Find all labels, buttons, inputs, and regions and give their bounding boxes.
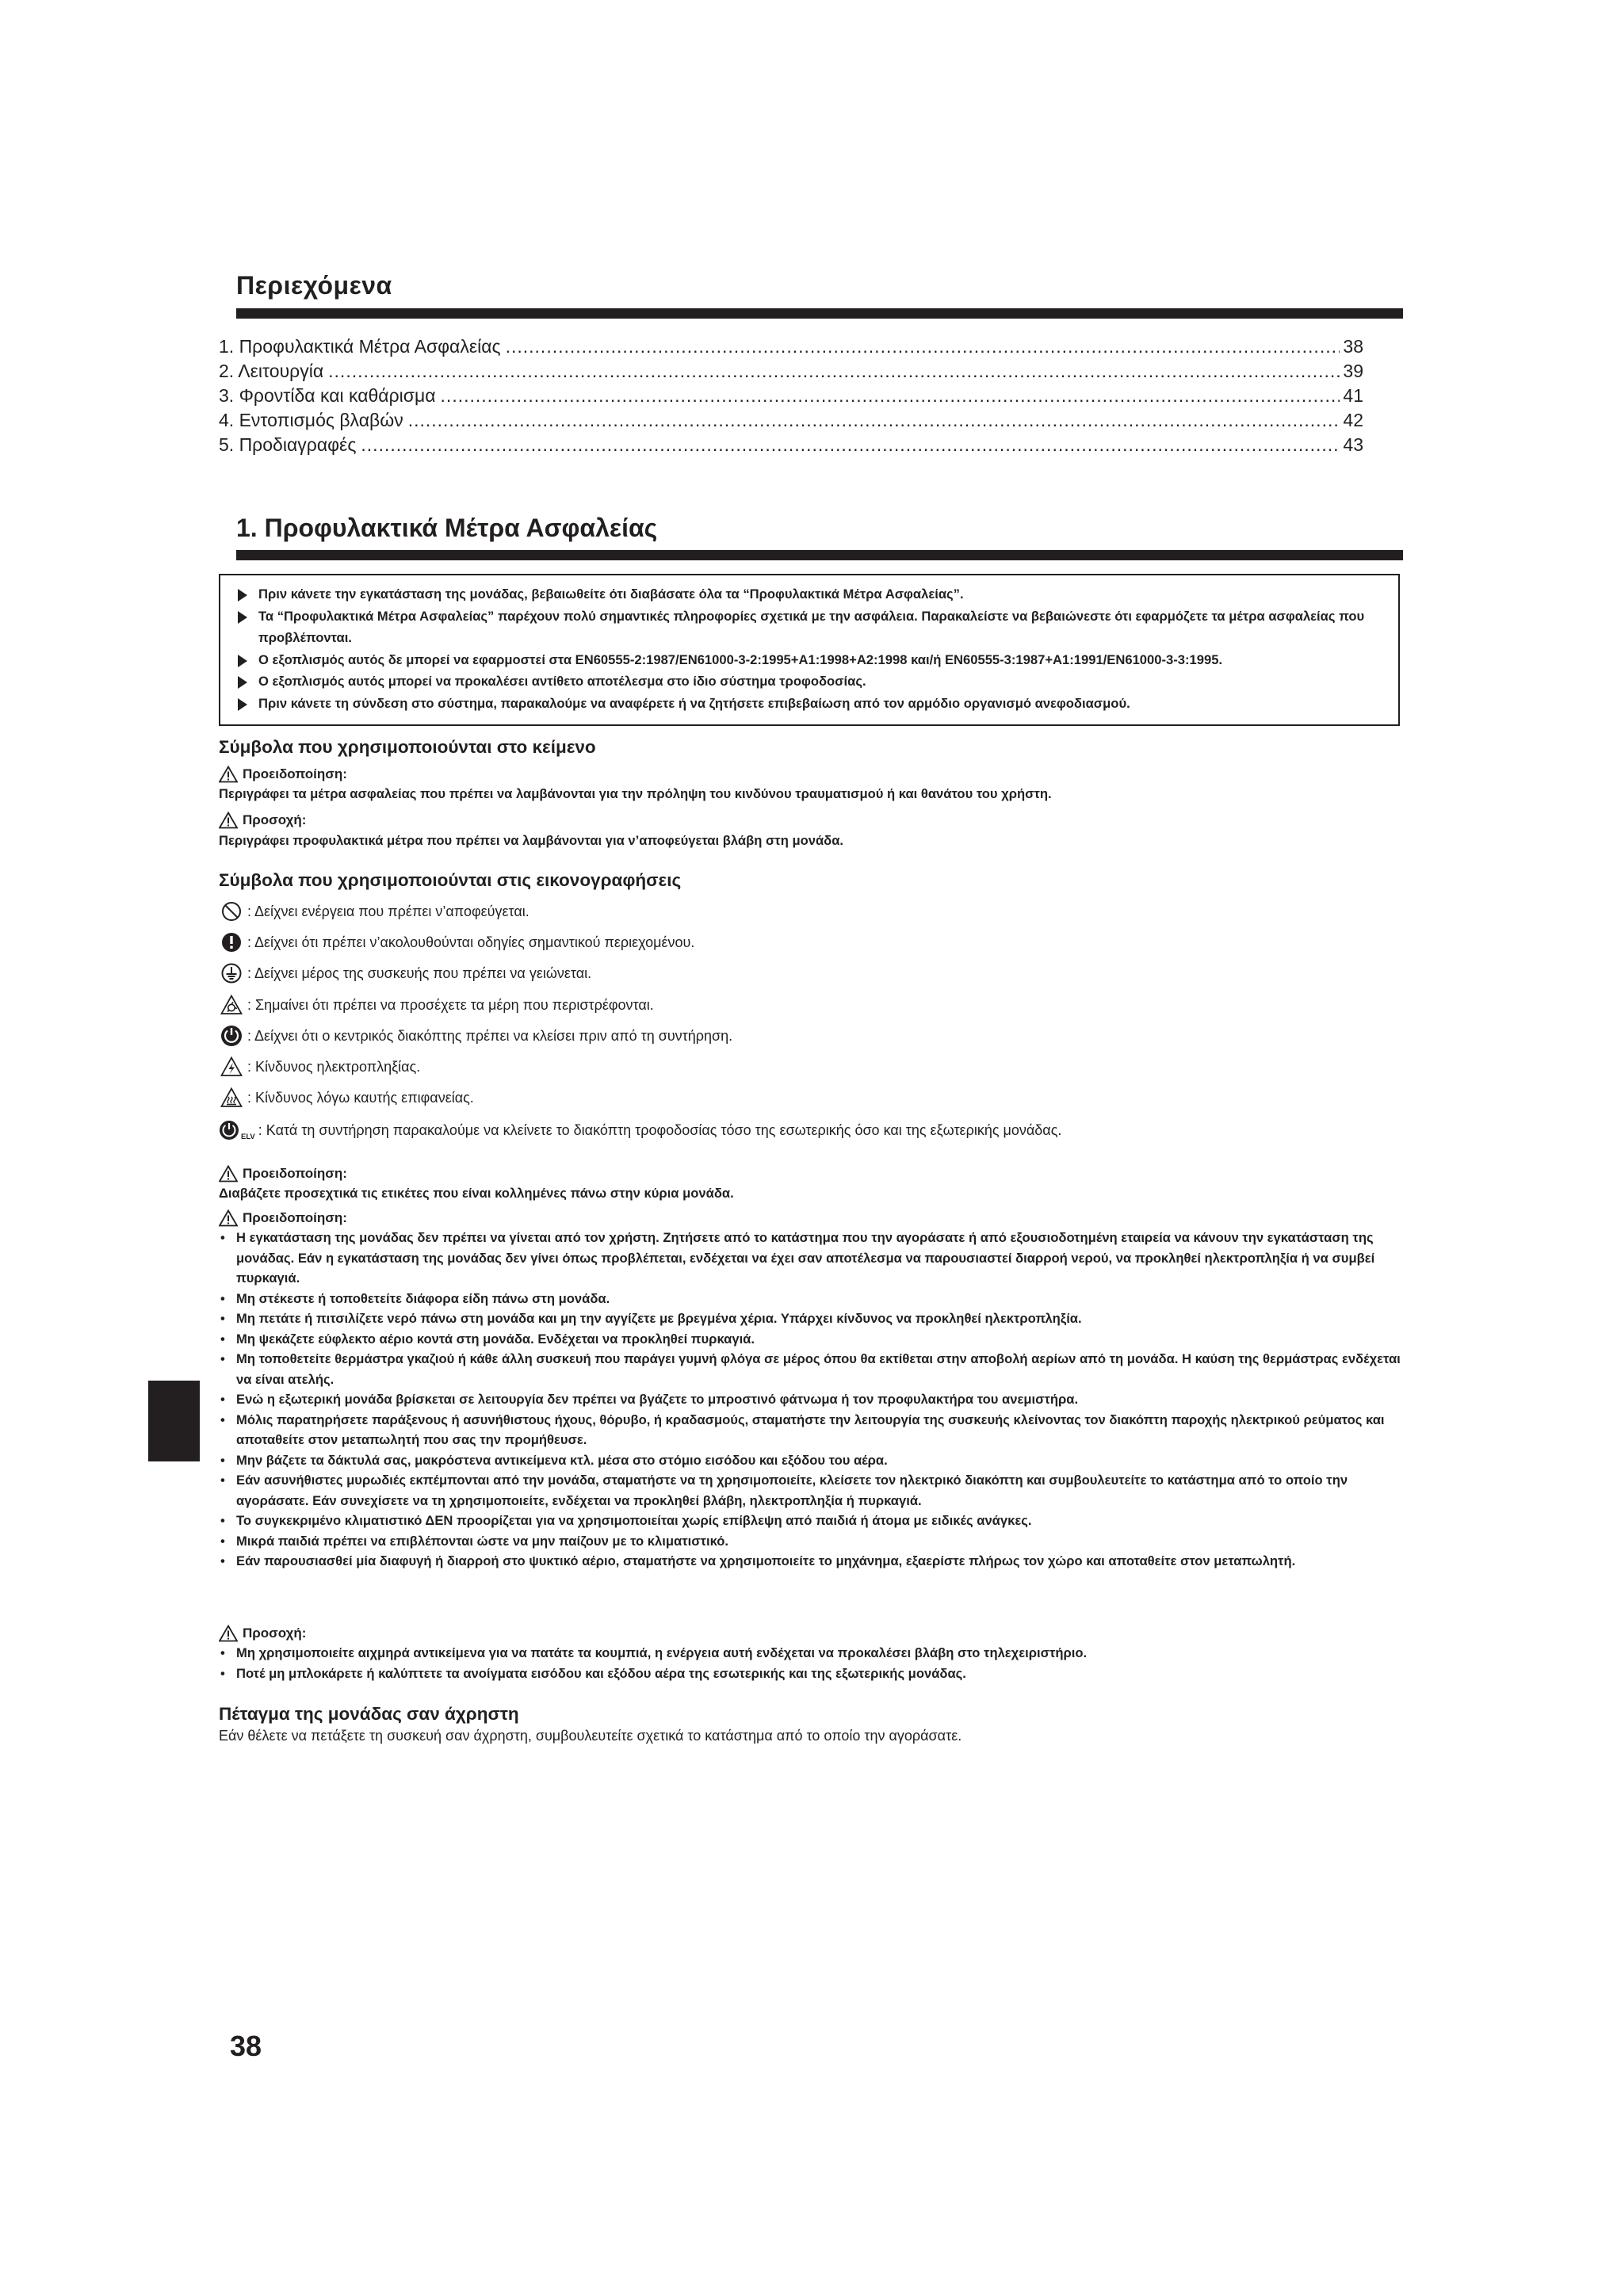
intro-item — [236, 693, 1386, 715]
main-switch-off-icon — [219, 1024, 244, 1048]
warning-labels-block — [219, 1163, 1404, 1204]
hot-surface-icon — [219, 1086, 244, 1110]
symbol-row — [219, 961, 591, 985]
intro-item-text: Τα “Προφυλακτικά Μέτρα Ασφαλείας” παρέχουν πολύ σημαντικές πληροφορίες σχετικά με την ασφάλεια. Παρακαλείστε να βεβαιώνεστε ότι εφαρμόζετε τα μέτρα ασφαλείας που προβλέπονται. — [258, 608, 1365, 645]
caution-bullet-list — [219, 1643, 1404, 1683]
caution-label-text: Προσοχή: — [243, 812, 307, 827]
list-item: • Το συγκεκριμένο κλιματιστικό ΔΕΝ προορίζεται για να χρησιμοποιείται χωρίς επίβλεψη από παιδιά ή άτομα με ειδικές ανάγκες. — [219, 1511, 1404, 1531]
list-item: • Μόλις παρατηρήσετε παράξενους ή ασυνήθιστους ήχους, θόρυβο, ή κραδασμούς, σταματήστε την λειτουργία της συσκευής κλείνοντας τον διακόπτη παροχής ηλεκτρικού ρεύματος και αποταθείτε στον μεταπωλητή που σας την προμήθευσε. — [219, 1410, 1404, 1450]
list-item: • Μη τοποθετείτε θερμάστρα γκαζιού ή κάθε άλλη συσκευή που παράγει γυμνή φλόγα σε μέρος όπου θα εκτίθεται στην αποβολή αερίων από τη μονάδα. Η καύση της θερμάστρας ενδέχεται να είναι ατελής. — [219, 1349, 1404, 1389]
list-item: • Μην βάζετε τα δάκτυλά σας, μακρόστενα αντικείμενα κτλ. μέσα στο στόμιο εισόδου και εξόδου του αέρα. — [219, 1450, 1404, 1471]
symbol-description: : Δείχνει ότι πρέπει ν’ακολουθούνται οδηγίες σημαντικού περιεχομένου. — [247, 934, 695, 950]
table-of-contents — [219, 336, 1363, 459]
toc-leader-dots — [408, 410, 1340, 431]
disposal-text: Εάν θέλετε να πετάξετε τη συσκευή σαν άχρηστη, συμβουλευτείτε σχετικά το κατάστημα από το οποίο την αγοράσατε. — [219, 1728, 962, 1744]
warning-label-text: Προειδοποίηση: — [243, 1165, 347, 1181]
toc-leader-dots — [441, 385, 1340, 407]
text-symbols-title: Σύμβολα που χρησιμοποιούνται στο κείμενο — [219, 737, 596, 757]
toc-entry[interactable] — [219, 361, 1363, 385]
symbol-description: : Κατά τη συντήρηση παρακαλούμε να κλείνετε το διακόπτη τροφοδοσίας τόσο της εσωτερικής όσο και της εξωτερικής μονάδας. — [258, 1121, 1062, 1138]
mandatory-instruction-icon — [219, 930, 244, 954]
disposal-title: Πέταγμα της μονάδας σαν άχρηστη — [219, 1704, 519, 1724]
intro-item-text: Πριν κάνετε τη σύνδεση στο σύστημα, παρακαλούμε να αναφέρετε ή να ζητήσετε επιβεβαίωση από τον αρμόδιο οργανισμό ανεφοδιασμού. — [258, 695, 1130, 711]
symbol-description: : Δείχνει ενέργεια που πρέπει ν’αποφεύγεται. — [247, 903, 530, 919]
warning-label — [219, 1208, 1404, 1228]
warning-label-text: Προειδοποίηση: — [243, 766, 347, 781]
intro-item-text: Πριν κάνετε την εγκατάσταση της μονάδας, βεβαιωθείτε ότι διαβάσατε όλα τα “Προφυλακτικά Μέτρα Ασφαλείας”. — [258, 586, 964, 602]
arrow-bullet-icon — [238, 589, 247, 602]
toc-entry-label: 2. Λειτουργία — [219, 361, 324, 381]
toc-leader-dots — [361, 434, 1340, 456]
warning-label — [219, 764, 1404, 784]
toc-entry[interactable] — [219, 434, 1363, 459]
rotating-parts-icon — [219, 993, 244, 1017]
warning-label-text: Προειδοποίηση: — [243, 1209, 347, 1225]
caution-description: Περιγράφει προφυλακτικά μέτρα που πρέπει να λαμβάνονται για ν’αποφεύγεται βλάβη στη μονάδα. — [219, 832, 844, 848]
caution-label — [219, 1623, 1404, 1643]
list-item: • Ποτέ μη μπλοκάρετε ή καλύπτετε τα ανοίγματα εισόδου και εξόδου αέρα της εσωτερικής και της εξωτερικής μονάδας. — [219, 1664, 1404, 1684]
toc-leader-dots — [506, 336, 1340, 357]
symbol-row — [219, 1086, 474, 1110]
list-item: • Μη χρησιμοποιείτε αιχμηρά αντικείμενα για να πατάτε τα κουμπιά, η ενέργεια αυτή ενδέχεται να προκαλέσει βλάβη στο τηλεχειριστήριο. — [219, 1643, 1404, 1664]
toc-entry-page: 39 — [1343, 361, 1363, 381]
symbol-row — [219, 930, 694, 954]
caution-label — [219, 811, 1404, 831]
caution-triangle-icon — [219, 812, 238, 829]
toc-entry-page: 41 — [1343, 385, 1363, 406]
intro-item — [236, 583, 1386, 606]
symbol-description: : Σημαίνει ότι πρέπει να προσέχετε τα μέρη που περιστρέφονται. — [247, 996, 654, 1013]
section-title: 1. Προφυλακτικά Μέτρα Ασφαλείας — [236, 514, 658, 542]
toc-entry[interactable] — [219, 385, 1363, 410]
intro-item-text: Ο εξοπλισμός αυτός μπορεί να προκαλέσει αντίθετο αποτέλεσμα στο ίδιο σύστημα τροφοδοσίας. — [258, 674, 866, 689]
language-side-tab — [148, 1381, 200, 1461]
page-number: 38 — [230, 2030, 262, 2062]
text-symbols-block — [219, 764, 1404, 850]
toc-entry-page: 42 — [1343, 410, 1363, 430]
list-item: • Εάν ασυνήθιστες μυρωδιές εκπέμπονται από την μονάδα, σταματήστε να τη χρησιμοποιείτε, κλείσετε τον ηλεκτρικό διακόπτη και συμβουλευτείτε το κατάστημα από το οποίο την αγοράσατε. Εάν συνεχίσετε να τη χρησιμοποιείτε, ενδέχεται να προκληθεί βλάβη, ηλεκτροπληξία ή πυρκαγιά. — [219, 1470, 1404, 1511]
list-item: • Μη στέκεστε ή τοποθετείτε διάφορα είδη πάνω στη μονάδα. — [219, 1289, 1404, 1309]
arrow-bullet-icon — [238, 611, 247, 624]
intro-item — [236, 670, 1386, 693]
warning-triangle-icon — [219, 766, 238, 783]
list-item: • Η εγκατάσταση της μονάδας δεν πρέπει να γίνεται από τον χρήστη. Ζητήσετε από το κατάστημα που την αγοράσατε ή από εξουσιοδοτημένη εταιρεία να κάνουν την εγκατάσταση της μονάδας. Εάν η εγκατάσταση της μονάδας δεν γίνει όπως προβλέπεται, ενδέχεται να έχει σαν αποτέλεσμα να παρουσιαστεί διαρροή νερού, να προκληθεί ηλεκτροπληξία ή να συμβεί πυρκαγιά. — [219, 1228, 1404, 1289]
list-item: • Ενώ η εξωτερική μονάδα βρίσκεται σε λειτουργία δεν πρέπει να βγάζετε το μπροστινό φάτνωμα ή τον προφυλακτήρα του ανεμιστήρα. — [219, 1389, 1404, 1410]
toc-entry-page: 38 — [1343, 336, 1363, 357]
caution-block — [219, 1623, 1404, 1683]
arrow-bullet-icon — [238, 676, 247, 689]
list-item: • Μη πετάτε ή πιτσιλίζετε νερό πάνω στη μονάδα και μη την αγγίζετε με βρεγμένα χέρια. Υπάρχει κίνδυνος να προκληθεί ηλεκτροπληξία. — [219, 1308, 1404, 1329]
toc-entry-label: 4. Εντοπισμός βλαβών — [219, 410, 403, 430]
warning-description: Διαβάζετε προσεχτικά τις ετικέτες που είναι κολλημένες πάνω στην κύρια μονάδα. — [219, 1186, 734, 1201]
elv-label: ELV — [241, 1132, 255, 1141]
contents-rule — [236, 308, 1403, 319]
toc-entry[interactable] — [219, 410, 1363, 434]
symbol-description: : Δείχνει μέρος της συσκευής που πρέπει να γειώνεται. — [247, 965, 592, 981]
toc-entry-label: 1. Προφυλακτικά Μέτρα Ασφαλείας — [219, 336, 501, 357]
symbol-row — [219, 1024, 732, 1048]
caution-label-text: Προσοχή: — [243, 1625, 307, 1641]
symbol-row — [219, 993, 654, 1017]
toc-entry[interactable] — [219, 336, 1363, 361]
caution-triangle-icon — [219, 1625, 238, 1642]
list-item: • Μικρά παιδιά πρέπει να επιβλέπονται ώστε να μην παίζουν με το κλιματιστικό. — [219, 1531, 1404, 1552]
warning-description: Περιγράφει τα μέτρα ασφαλείας που πρέπει να λαμβάνονται για την πρόληψη του κινδύνου τραυματισμού ή και θανάτου του χρήστη. — [219, 786, 1052, 801]
symbol-description: : Δείχνει ότι ο κεντρικός διακόπτης πρέπει να κλείσει πριν από τη συντήρηση. — [247, 1027, 733, 1044]
symbol-row — [219, 900, 530, 923]
toc-entry-label: 5. Προδιαγραφές — [219, 434, 357, 455]
arrow-bullet-icon — [238, 655, 247, 667]
prohibited-icon — [219, 900, 244, 923]
warning-label — [219, 1163, 1404, 1183]
list-item: • Μη ψεκάζετε εύφλεκτο αέριο κοντά στη μονάδα. Ενδέχεται να προκληθεί πυρκαγιά. — [219, 1329, 1404, 1350]
warning-bullet-list — [219, 1228, 1404, 1572]
electric-shock-icon — [219, 1055, 244, 1079]
intro-notice-box — [219, 574, 1400, 726]
contents-title: Περιεχόμενα — [236, 271, 392, 300]
intro-item — [236, 606, 1386, 649]
symbol-description: : Κίνδυνος ηλεκτροπληξίας. — [247, 1058, 421, 1075]
arrow-bullet-icon — [238, 698, 247, 711]
intro-item-text: Ο εξοπλισμός αυτός δε μπορεί να εφαρμοστεί στα EN60555-2:1987/EN61000-3-2:1995+A1:1998+A2:1998 και/ή EN60555-3:1987+A1:1991/EN61000-3-3:1995. — [258, 651, 1223, 667]
elv-switch-icon — [219, 1118, 239, 1142]
symbol-description: : Κίνδυνος λόγω καυτής επιφανείας. — [247, 1089, 474, 1106]
warning-triangle-icon — [219, 1209, 238, 1227]
intro-item — [236, 649, 1386, 671]
toc-entry-label: 3. Φροντίδα και καθάρισμα — [219, 385, 436, 406]
warning-triangle-icon — [219, 1165, 238, 1182]
ground-icon — [219, 961, 244, 985]
warning-installation-block — [219, 1208, 1404, 1572]
symbol-row — [219, 1118, 1061, 1142]
toc-leader-dots — [328, 361, 1340, 382]
toc-entry-page: 43 — [1343, 434, 1363, 455]
list-item: • Εάν παρουσιασθεί μία διαφυγή ή διαρροή στο ψυκτικό αέριο, σταματήστε να χρησιμοποιείτε το μηχάνημα, εξαερίστε πλήρως τον χώρο και αποταθείτε στον μεταπωλητή. — [219, 1551, 1404, 1572]
symbol-row — [219, 1055, 420, 1079]
illustration-symbols-title: Σύμβολα που χρησιμοποιούνται στις εικονογραφήσεις — [219, 870, 682, 890]
section-rule — [236, 550, 1403, 560]
